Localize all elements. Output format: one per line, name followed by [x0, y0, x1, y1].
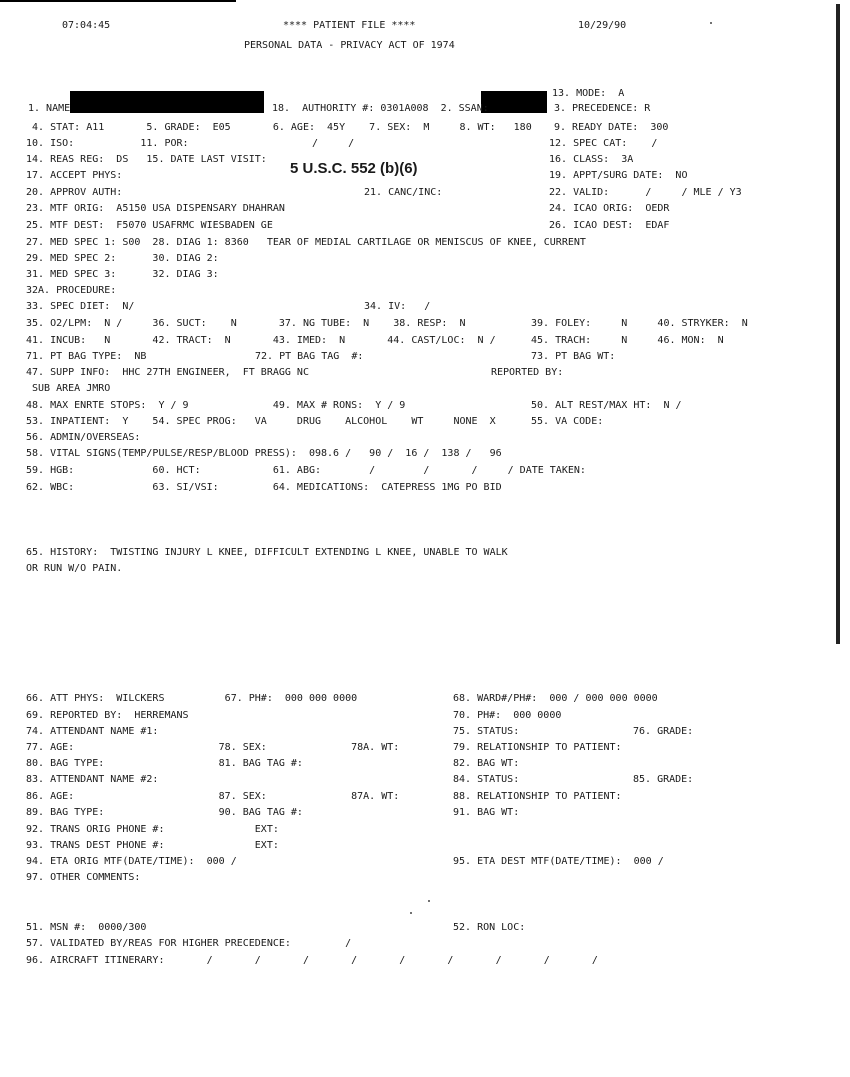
med-spec-2-row: 29. MED SPEC 2: 30. DIAG 2:: [26, 253, 219, 264]
pt-bag-type-field: 71. PT BAG TYPE: NB: [26, 351, 147, 362]
ready-date-field: 9. READY DATE: 300: [554, 122, 669, 133]
name-redaction: [70, 91, 264, 113]
alt-rest-field: 50. ALT REST/MAX HT: N /: [531, 400, 682, 411]
pt-bag-wt-field: 73. PT BAG WT:: [531, 351, 616, 362]
trans-orig-phone: 92. TRANS ORIG PHONE #: EXT:: [26, 824, 279, 835]
max-enrte-row: 48. MAX ENRTE STOPS: Y / 9 49. MAX # RONS: Y / 9: [26, 400, 406, 411]
valid-field: 22. VALID: / / MLE / Y3: [549, 187, 742, 198]
med-spec-3-row: 31. MED SPEC 3: 32. DIAG 3:: [26, 269, 219, 280]
medications-row: 62. WBC: 63. SI/VSI: 64. MEDICATIONS: CATEPRESS 1MG PO BID: [26, 482, 502, 493]
attendant-1-grade: 76. GRADE:: [633, 726, 694, 737]
iv-field: 34. IV: /: [364, 301, 431, 312]
eta-dest-field: 95. ETA DEST MTF(DATE/TIME): 000 /: [453, 856, 664, 867]
appt-surg-field: 19. APPT/SURG DATE: NO: [549, 170, 688, 181]
att-phys-row: 66. ATT PHYS: WILCKERS 67. PH#: 000 000 0000: [26, 693, 358, 704]
equipment-row-2: 41. INCUB: N 42. TRACT: N 43. IMED: N 44. CAST/LOC: N /: [26, 335, 496, 346]
print-time: 07:04:45: [62, 20, 111, 31]
por-date: / /: [312, 138, 355, 149]
reported-by-name: 69. REPORTED BY: HERREMANS: [26, 710, 189, 721]
attendant-2-age-row: 86. AGE: 87. SEX: 87A. WT:: [26, 791, 400, 802]
ssan-redaction: [481, 91, 547, 113]
supp-info-field: 47. SUPP INFO: HHC 27TH ENGINEER, FT BRAGG NC: [26, 367, 309, 378]
other-comments-field: 97. OTHER COMMENTS:: [26, 872, 141, 883]
top-scan-rule: [0, 0, 236, 2]
precedence-field: 3. PRECEDENCE: R: [554, 103, 651, 114]
icao-dest-field: 26. ICAO DEST: EDAF: [549, 220, 670, 231]
lab-row: 59. HGB: 60. HCT: 61. ABG: / / / / DATE TAKEN:: [26, 465, 586, 476]
scan-speck: [710, 22, 712, 24]
sub-area-field: SUB AREA JMRO: [26, 383, 111, 394]
spec-diet-field: 33. SPEC DIET: N/: [26, 301, 135, 312]
attendant-2-bag-row: 89. BAG TYPE: 90. BAG TAG #:: [26, 807, 303, 818]
ward-phone-field: 68. WARD#/PH#: 000 / 000 000 0000: [453, 693, 658, 704]
equipment-row-2-right: 45. TRACH: N 46. MON: N: [531, 335, 724, 346]
attendant-1-name: 74. ATTENDANT NAME #1:: [26, 726, 159, 737]
attendant-1-status: 75. STATUS:: [453, 726, 520, 737]
procedure-field: 32A. PROCEDURE:: [26, 285, 117, 296]
authority-ssan-field: 18. AUTHORITY #: 0301A008 2. SSAN:: [272, 103, 489, 114]
reas-reg-row: 14. REAS REG: DS 15. DATE LAST VISIT:: [26, 154, 267, 165]
class-field: 16. CLASS: 3A: [549, 154, 634, 165]
attendant-2-status: 84. STATUS:: [453, 774, 520, 785]
msn-field: 51. MSN #: 0000/300: [26, 922, 147, 933]
attendant-2-name: 83. ATTENDANT NAME #2:: [26, 774, 159, 785]
document-title: **** PATIENT FILE ****: [283, 20, 416, 31]
scan-speck: [428, 900, 430, 902]
mtf-dest-field: 25. MTF DEST: F5070 USAFRMC WIESBADEN GE: [26, 220, 273, 231]
eta-orig-field: 94. ETA ORIG MTF(DATE/TIME): 000 /: [26, 856, 237, 867]
mtf-orig-field: 23. MTF ORIG: A5150 USA DISPENSARY DHAHRAN: [26, 203, 285, 214]
iso-por-row: 10. ISO: 11. POR:: [26, 138, 189, 149]
right-edge-bar: [836, 4, 840, 644]
med-spec-1-row: 27. MED SPEC 1: S00 28. DIAG 1: 8360 TEAR OF MEDIAL CARTILAGE OR MENISCUS OF KNEE, CURRENT: [26, 237, 586, 248]
approv-auth-field: 20. APPROV AUTH:: [26, 187, 123, 198]
attendant-2-grade: 85. GRADE:: [633, 774, 694, 785]
equipment-row-1: 35. O2/LPM: N / 36. SUCT: N 37. NG TUBE: N 38. RESP: N: [26, 318, 466, 329]
stat-row: 4. STAT: A11 5. GRADE: E05 6. AGE: 45Y 7. SEX: M 8. WT: 180: [26, 122, 532, 133]
print-date: 10/29/90: [578, 20, 627, 31]
attendant-1-bag-row: 80. BAG TYPE: 81. BAG TAG #:: [26, 758, 303, 769]
foia-exemption-stamp: 5 U.S.C. 552 (b)(6): [290, 160, 418, 177]
ron-loc-field: 52. RON LOC:: [453, 922, 526, 933]
attendant-1-age-row: 77. AGE: 78. SEX: 78A. WT:: [26, 742, 400, 753]
spec-cat-field: 12. SPEC CAT: /: [549, 138, 658, 149]
name-field: 1. NAME: [28, 103, 71, 114]
document-subtitle: PERSONAL DATA - PRIVACY ACT OF 1974: [244, 40, 455, 51]
attendant-2-relationship: 88. RELATIONSHIP TO PATIENT:: [453, 791, 622, 802]
validated-by-field: 57. VALIDATED BY/REAS FOR HIGHER PRECEDENCE: /: [26, 938, 352, 949]
canc-inc-field: 21. CANC/INC:: [364, 187, 443, 198]
aircraft-itinerary-field: 96. AIRCRAFT ITINERARY: / / / / / / / / /: [26, 955, 598, 966]
inpatient-row: 53. INPATIENT: Y 54. SPEC PROG: VA DRUG ALCOHOL WT NONE X: [26, 416, 496, 427]
mode-field: 13. MODE: A: [552, 88, 625, 99]
pt-bag-tag-field: 72. PT BAG TAG #:: [255, 351, 364, 362]
history-field: 65. HISTORY: TWISTING INJURY L KNEE, DIFFICULT EXTENDING L KNEE, UNABLE TO WALK: [26, 547, 508, 558]
vital-signs-row: 58. VITAL SIGNS(TEMP/PULSE/RESP/BLOOD PRESS): 098.6 / 90 / 16 / 138 / 96: [26, 448, 502, 459]
va-code-field: 55. VA CODE:: [531, 416, 604, 427]
accept-phys-field: 17. ACCEPT PHYS:: [26, 170, 123, 181]
attendant-1-relationship: 79. RELATIONSHIP TO PATIENT:: [453, 742, 622, 753]
attendant-1-bag-wt: 82. BAG WT:: [453, 758, 520, 769]
icao-orig-field: 24. ICAO ORIG: OEDR: [549, 203, 670, 214]
equipment-row-1-right: 39. FOLEY: N 40. STRYKER: N: [531, 318, 748, 329]
history-continued: OR RUN W/O PAIN.: [26, 563, 123, 574]
scan-speck: [410, 912, 412, 914]
reported-by-field: REPORTED BY:: [491, 367, 564, 378]
admin-overseas-field: 56. ADMIN/OVERSEAS:: [26, 432, 141, 443]
reporter-phone-field: 70. PH#: 000 0000: [453, 710, 562, 721]
trans-dest-phone: 93. TRANS DEST PHONE #: EXT:: [26, 840, 279, 851]
attendant-2-bag-wt: 91. BAG WT:: [453, 807, 520, 818]
